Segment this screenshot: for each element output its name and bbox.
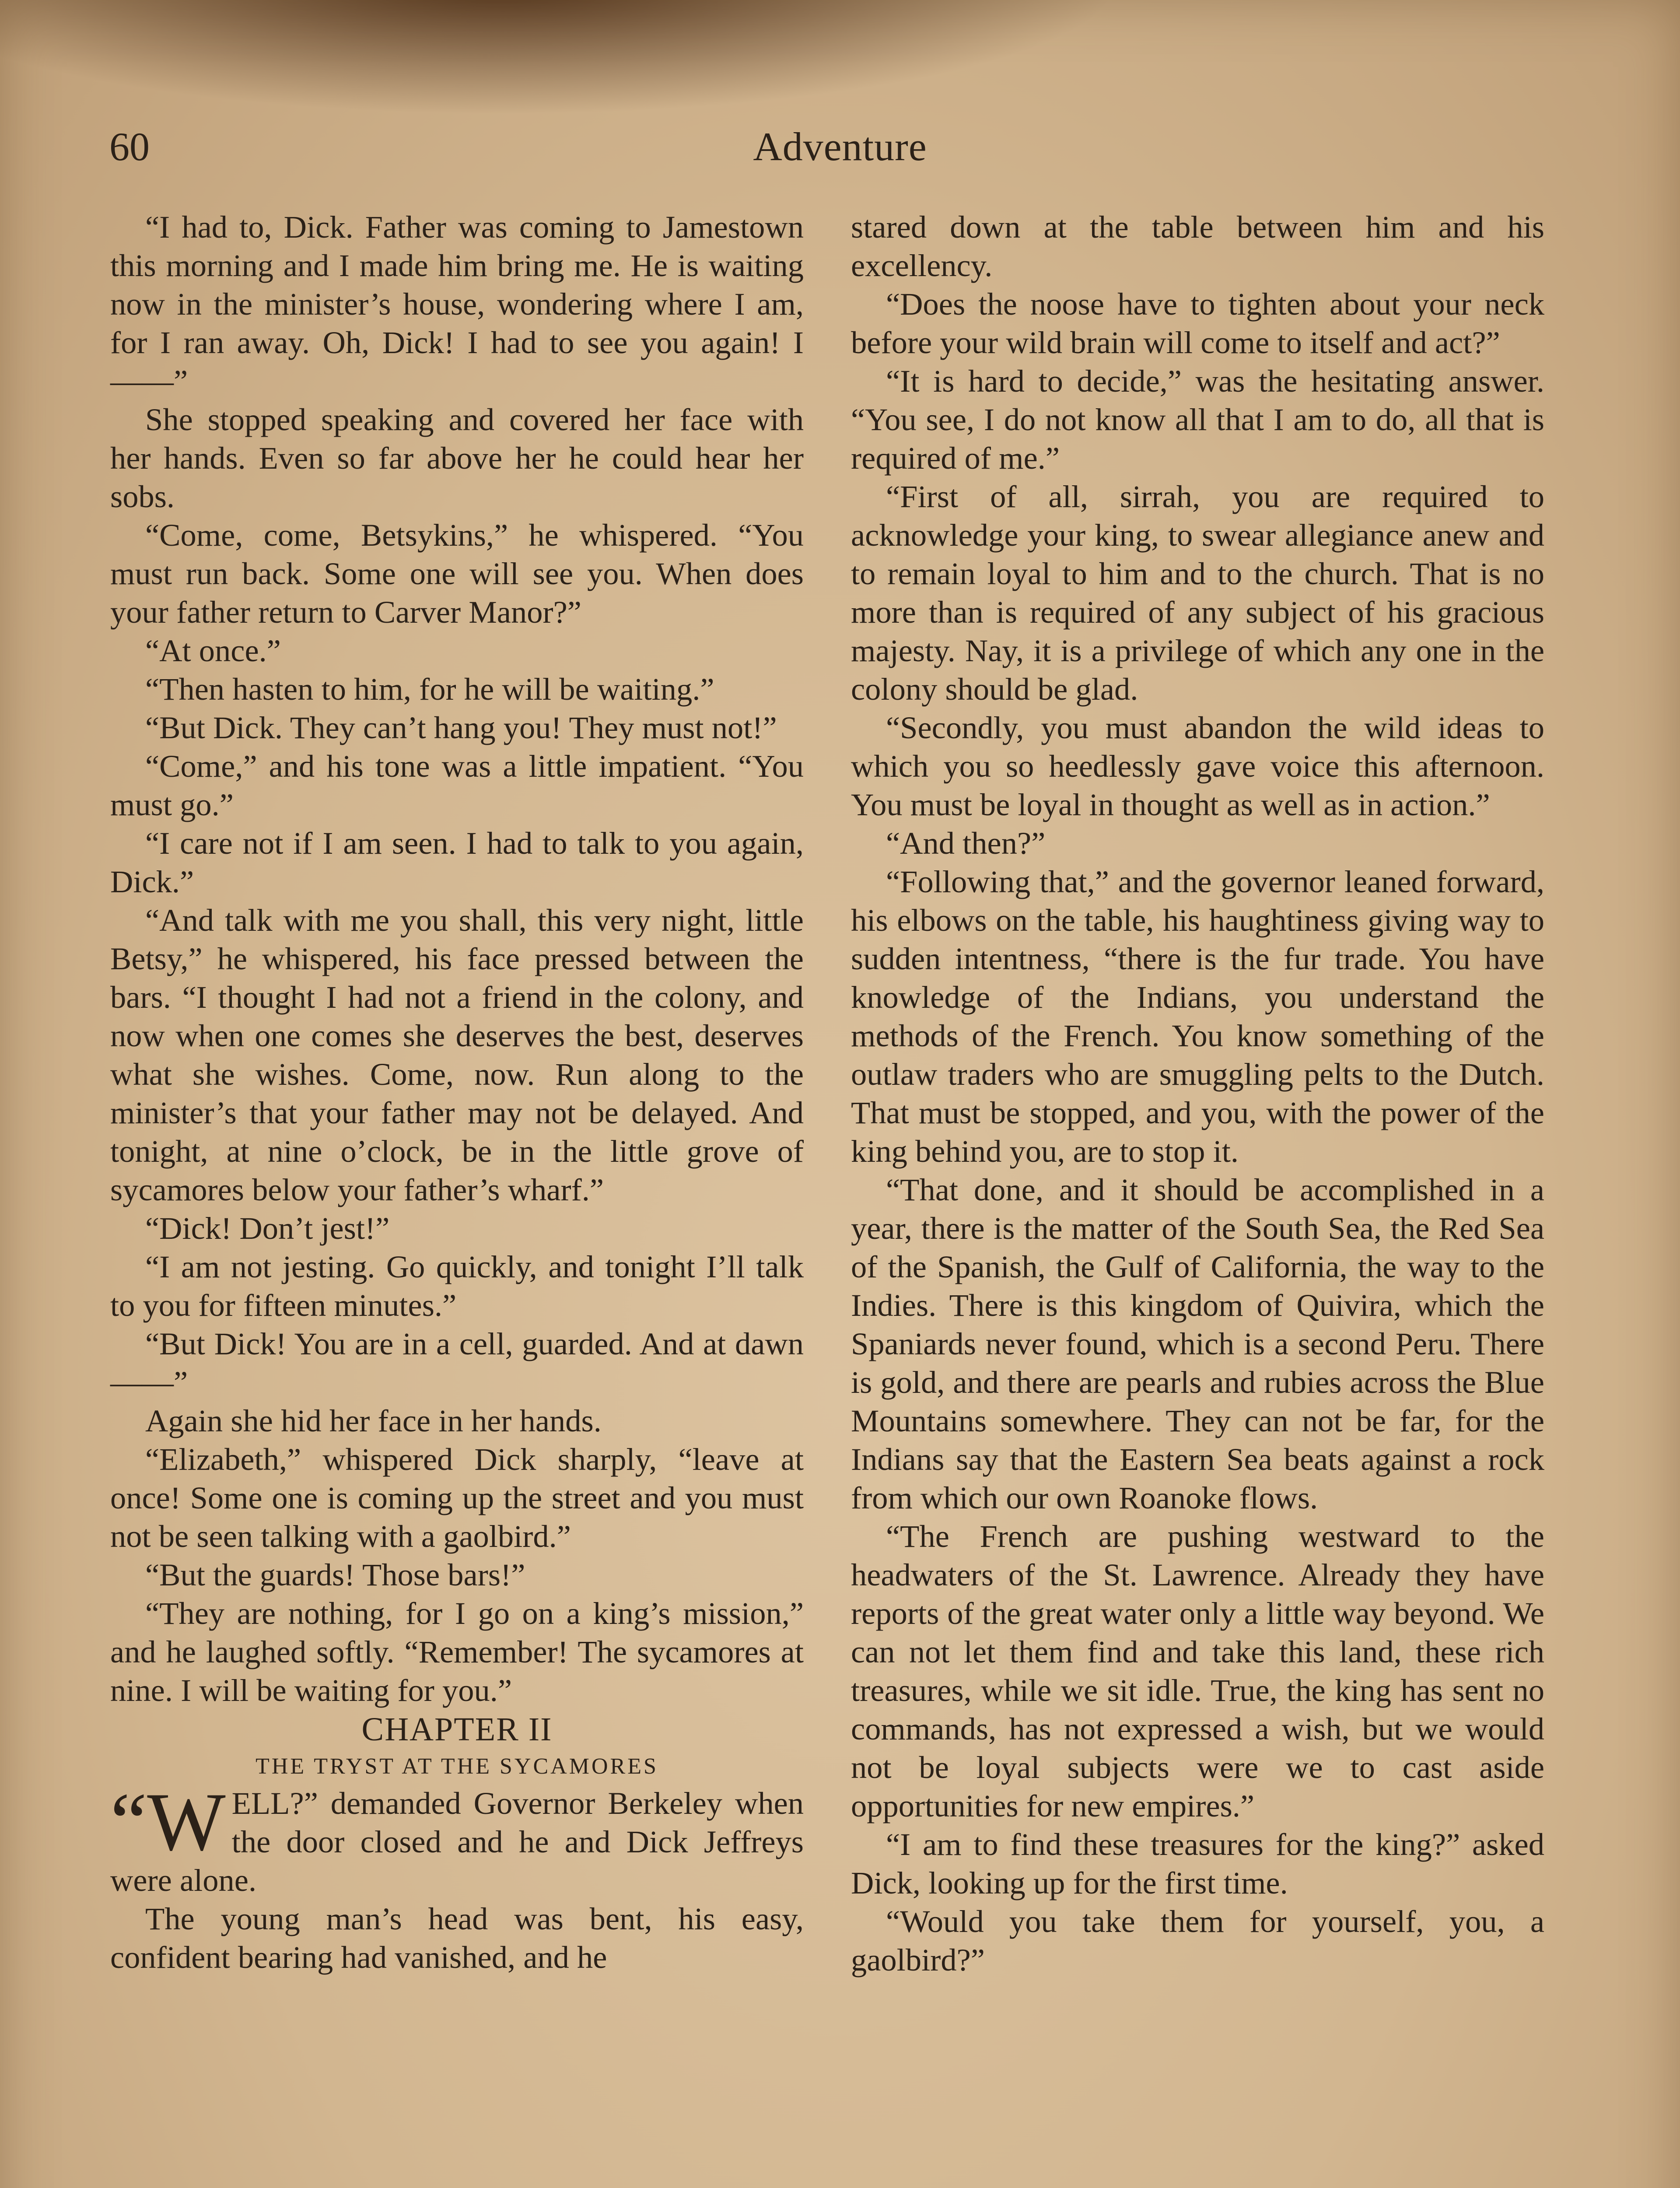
dropcap-paragraph bbox=[110, 1776, 804, 1900]
paragraph: She stopped speaking and covered her face with her hands. Even so far above her he could hear her sobs. bbox=[110, 402, 804, 514]
continued-paragraph: stared down at the table between him and his excellency. bbox=[851, 209, 1544, 283]
paragraph: “I had to, Dick. Father was coming to Jamestown this morning and I made him bring me. He is waiting now in the minister’s house, wondering where I am, for I ran away. Oh, Dick! I had to see you again! I——” bbox=[110, 209, 804, 399]
paragraph: “Elizabeth,” whispered Dick sharply, “leave at once! Some one is coming up the street and you must not be seen talking with a gaolbird.” bbox=[110, 1441, 804, 1554]
paragraph: “Following that,” and the governor leaned forward, his elbows on the table, his haughtiness giving way to sudden intentness, “there is the fur trade. You have knowledge of the Indians, you understand the methods of the French. You know something of the outlaw traders who are smuggling pelts to the Dutch. That must be stopped, and you, with the power of the king behind you, are to stop it. bbox=[851, 864, 1544, 1169]
paragraph: “The French are pushing westward to the headwaters of the St. Lawrence. Already they have reports of the great water only a little way beyond. We can not let them find and take this land, these rich treasures, while we sit idle. True, the king has sent no commands, has not expressed a wish, but we would not be loyal subjects were we to cast aside opportunities for new empires.” bbox=[851, 1518, 1544, 1823]
paragraph: “I care not if I am seen. I had to talk to you again, Dick.” bbox=[110, 825, 804, 899]
dropcap-paragraph-text: ELL?” demanded Governor Berkeley when the door closed and he and Dick Jeffreys were alone. bbox=[110, 1785, 804, 1898]
paragraph: “It is hard to decide,” was the hesitating answer. “You see, I do not know all that I am to do, all that is required of me.” bbox=[851, 363, 1544, 476]
paragraph: “At once.” bbox=[145, 633, 281, 668]
paragraph: “Secondly, you must abandon the wild ideas to which you so heedlessly gave voice this afternoon. You must be loyal in thought as well as in action.” bbox=[851, 710, 1544, 822]
running-head: Adventure bbox=[753, 124, 927, 169]
paragraph: “Would you take them for yourself, you, a gaolbird?” bbox=[851, 1904, 1544, 1978]
page-number: 60 bbox=[109, 124, 150, 169]
left-column bbox=[110, 208, 804, 1977]
paragraph: Again she hid her face in her hands. bbox=[145, 1403, 602, 1438]
paragraph: “I am to find these treasures for the king?” asked Dick, looking up for the first time. bbox=[851, 1827, 1544, 1900]
page-header bbox=[109, 118, 1571, 175]
drop-cap: “W bbox=[110, 1776, 226, 1868]
paragraph: “But Dick. They can’t hang you! They must not!” bbox=[145, 710, 777, 745]
chapter-title: THE TRYST AT THE SYCAMORES bbox=[256, 1754, 658, 1779]
paragraph: “First of all, sirrah, you are required to acknowledge your king, to swear allegiance anew and to remain loyal to him and to the church. That is no more than is required of any subject of his gracious majesty. Nay, it is a privilege of which any one in the colony should be glad. bbox=[851, 479, 1544, 707]
paragraph: “But Dick! You are in a cell, guarded. And at dawn——” bbox=[110, 1326, 804, 1400]
paragraph: “Then hasten to him, for he will be waiting.” bbox=[145, 671, 714, 707]
paragraph: “That done, and it should be accomplished in a year, there is the matter of the South Sea, the Red Sea of the Spanish, the Gulf of California, the way to the Indies. There is this kingdom of Quivira, which the Spaniards never found, which is a second Peru. There is gold, and there are pearls and rubies across the Blue Mountains somewhere. They can not be far, for the Indians say that the Eastern Sea beats against a rock from which our own Roanoke flows. bbox=[851, 1172, 1544, 1515]
paragraph: “And then?” bbox=[886, 825, 1046, 861]
paragraph: “They are nothing, for I go on a king’s mission,” and he laughed softly. “Remember! The sycamores at nine. I will be waiting for you.” bbox=[110, 1595, 804, 1708]
paragraph: “Dick! Don’t jest!” bbox=[145, 1210, 390, 1246]
paragraph: “Come,” and his tone was a little impatient. “You must go.” bbox=[110, 748, 804, 822]
paragraph: “Does the noose have to tighten about your neck before your wild brain will come to itself and act?” bbox=[851, 286, 1544, 360]
right-column bbox=[851, 208, 1544, 1979]
paragraph: “But the guards! Those bars!” bbox=[145, 1557, 525, 1592]
paragraph: “Come, come, Betsykins,” he whispered. “You must run back. Some one will see you. When does your father return to Carver Manor?” bbox=[110, 517, 804, 630]
paragraph: “And talk with me you shall, this very night, little Betsy,” he whispered, his face pressed between the bars. “I thought I had not a friend in the colony, and now when one comes she deserves the best, deserves what she wishes. Come, now. Run along to the minister’s that your father may not be delayed. And tonight, at nine o’clock, be in the little grove of sycamores below your father’s wharf.” bbox=[110, 902, 804, 1207]
chapter-heading: CHAPTER II bbox=[361, 1711, 553, 1748]
paragraph: The young man’s head was bent, his easy, confident bearing had vanished, and he bbox=[110, 1901, 804, 1975]
paragraph: “I am not jesting. Go quickly, and tonight I’ll talk to you for fifteen minutes.” bbox=[110, 1249, 804, 1323]
